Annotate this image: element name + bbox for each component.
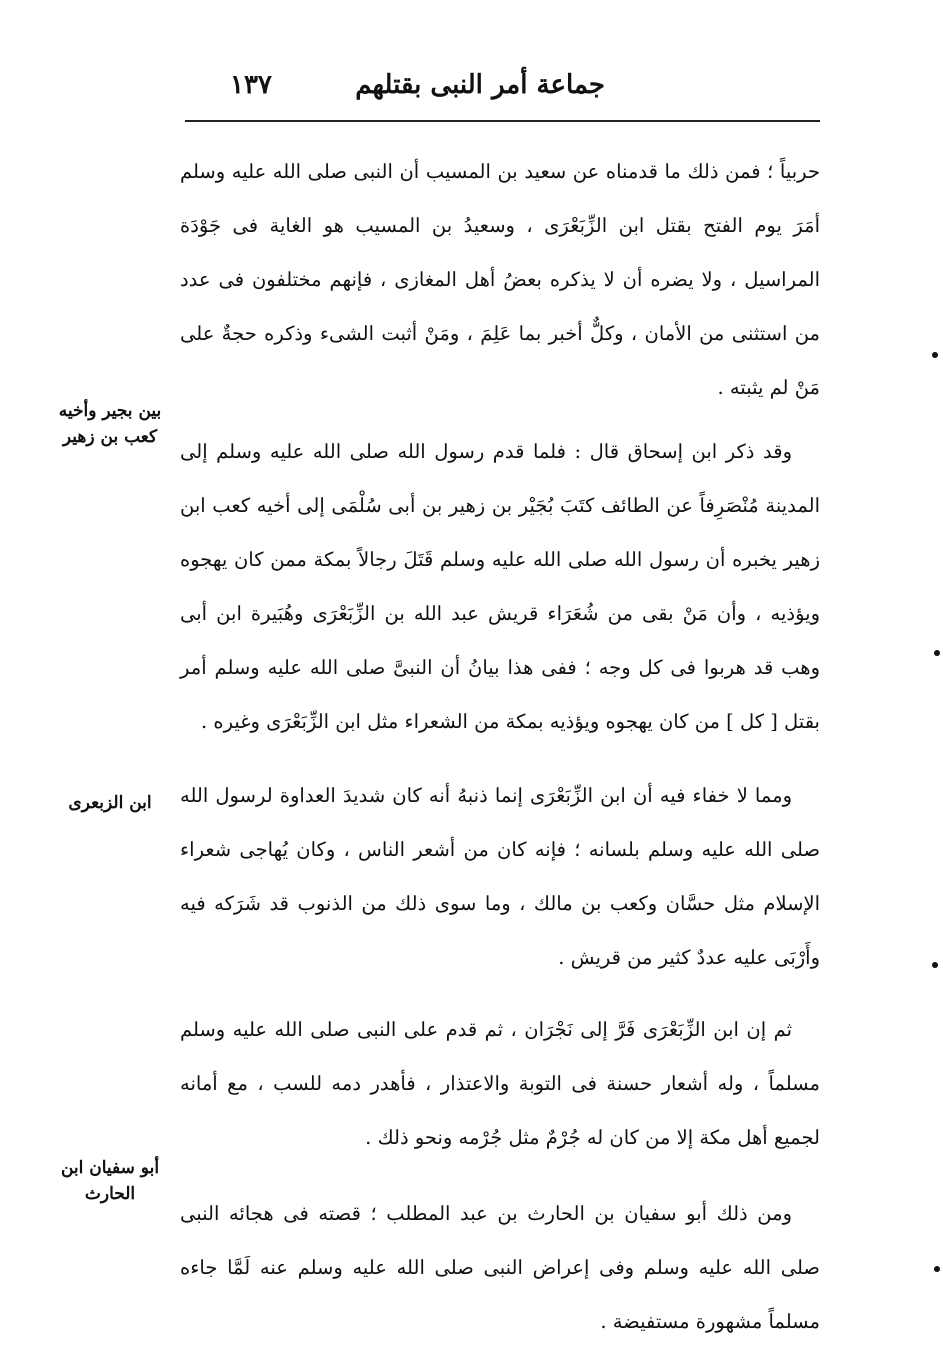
scan-speck bbox=[934, 1266, 940, 1272]
page-number: ١٣٧ bbox=[230, 70, 272, 100]
scan-speck bbox=[932, 352, 938, 358]
page-header bbox=[170, 70, 820, 110]
main-text bbox=[180, 145, 820, 1349]
scan-speck bbox=[932, 962, 938, 968]
margin-note-bujair-kaab: بين بجير وأخيه كعب بن زهير bbox=[58, 401, 162, 447]
paragraph-4: ثم إن ابن الزِّبَعْرَى فَرَّ إلى نَجْرَان ، ثم قدم على النبى صلى الله عليه وسلم مسلماً ، وله أشعار حسنة فى التوبة والاعتذار ، فأهدر دمه للسب ، مع أمانه لجميع أهل مكة إلا من كان له جُرْمٌ مثل جُرْمه ونحو ذلك . bbox=[180, 1018, 820, 1149]
paragraph-2: وقد ذكر ابن إسحاق قال : فلما قدم رسول الله صلى الله عليه وسلم إلى المدينة مُنْصَرِفاً عن الطائف كتَبَ بُجَيْر بن زهير بن أبى سُلْمَى إلى أخيه كعب ابن زهير يخبره أن رسول الله صلى الله عليه وسلم قَتَلَ رجالاً بمكة ممن كان يهجوه ويؤذيه ، وأن مَنْ بقى من شُعَرَاء قريش عبد الله بن الزِّبَعْرَى وهُبَيرة ابن أبى وهب قد هربوا فى كل وجه ؛ ففى هذا بيانُ أن النبىَّ صلى الله عليه وسلم أمر بقتل [ كل ] من كان يهجوه ويؤذيه بمكة من الشعراء مثل ابن الزِّبَعْرَى وغيره . bbox=[180, 440, 820, 733]
running-title: جماعة أمر النبى بقتلهم bbox=[355, 70, 605, 100]
paragraph-5: ومن ذلك أبو سفيان بن الحارث بن عبد المطلب ؛ قصته فى هجائه النبى صلى الله عليه وسلم وفى إعراض النبى صلى الله عليه وسلم عنه لَمَّا جاءه مسلماً مشهورة مستفيضة . bbox=[180, 1202, 820, 1333]
header-rule bbox=[185, 120, 820, 122]
scan-speck bbox=[934, 650, 940, 656]
margin-note-ibn-zibaara: ابن الزبعرى bbox=[68, 793, 152, 813]
margin-note-abu-sufyan: أبو سفيان ابن الحارث bbox=[60, 1158, 160, 1204]
paragraph-3: ومما لا خفاء فيه أن ابن الزِّبَعْرَى إنما ذنبهُ أنه كان شديدَ العداوة لرسول الله صلى الله عليه وسلم بلسانه ؛ فإنه كان من أشعر الناس ، وكان يُهاجى شعراء الإسلام مثل حسَّان وكعب بن مالك ، وما سوى ذلك من الذنوب قد شَرَكه فيه وأَرْبَى عليه عددٌ كثير من قريش . bbox=[180, 784, 820, 969]
paragraph-1: حربياً ؛ فمن ذلك ما قدمناه عن سعيد بن المسيب أن النبى صلى الله عليه وسلم أمَرَ يوم الفتح بقتل ابن الزِّبَعْرَى ، وسعيدُ بن المسيب هو الغاية فى جَوْدَة المراسيل ، ولا يضره أن لا يذكره بعضُ أهل المغازى ، فإنهم مختلفون فى عدد من استثنى من الأمان ، وكلٌّ أخبر بما عَلِمَ ، ومَنْ أثبت الشىء وذكره حجةٌ على مَنْ لم يثبته . bbox=[180, 160, 820, 399]
